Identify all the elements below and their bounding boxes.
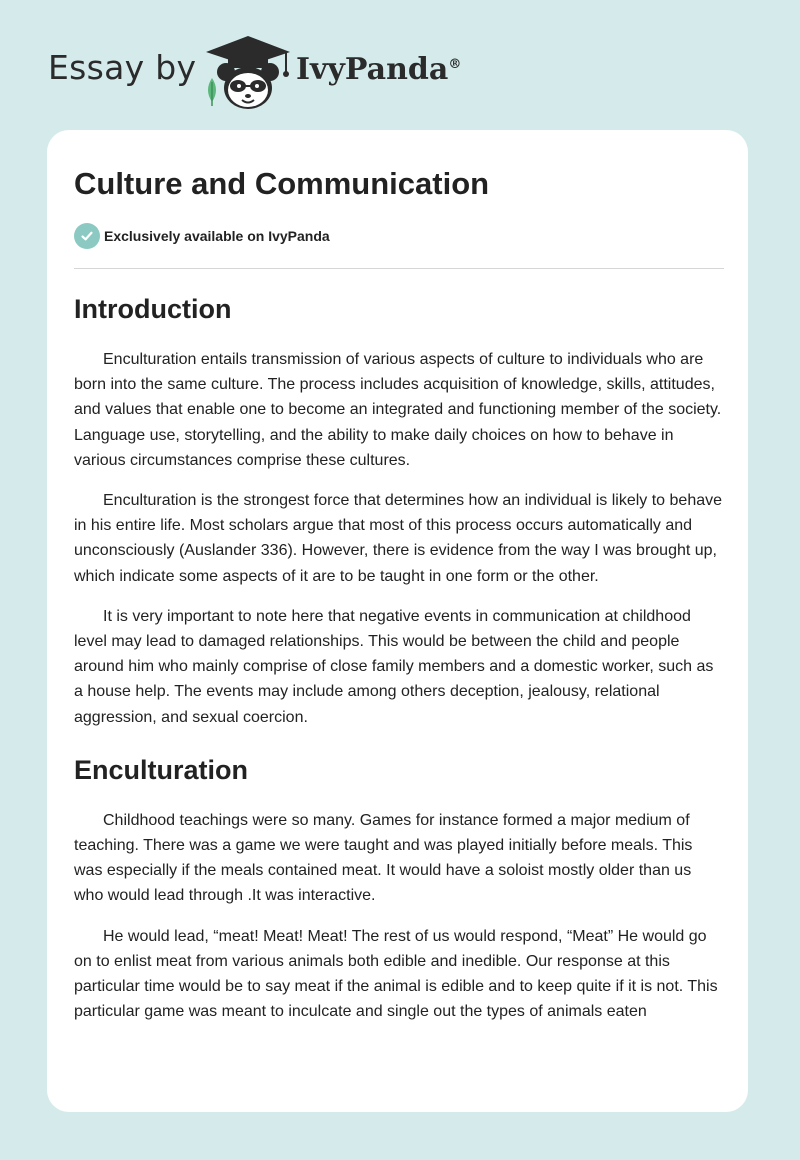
check-circle-icon <box>74 223 100 249</box>
essay-content <box>74 130 724 1024</box>
paragraph: Enculturation entails transmission of various aspects of culture to individuals who are born into the same culture. The process includes acquisition of knowledge, skills, attitudes, and values that enable one to become an integrated and functioning member of the society. Language use, storytelling, and the ability to make daily choices on how to behave in various circumstances comprise these cultures. <box>74 351 722 469</box>
paragraph: Enculturation is the strongest force that determines how an individual is likely to behave in his entire life. Most scholars argue that most of this process occurs automatically and unconsciously (Auslander 336). However, there is evidence from the way I was brought up, which indicate some aspects of it are to be taught in one form or the other. <box>74 492 723 585</box>
section-enculturation <box>74 752 724 1025</box>
panda-graduate-logo-icon[interactable] <box>200 32 296 112</box>
section-introduction <box>74 291 724 730</box>
section-heading: Introduction <box>74 294 232 324</box>
registered-mark: ® <box>448 57 462 72</box>
paragraph: It is very important to note here that negative events in communication at childhood level may lead to damaged relationships. This would be between the child and people around him who mainly comprise of close family members and a domestic worker, such as a house help. The events may include among others deception, jealousy, relational aggression, and sexual coercion. <box>74 607 714 726</box>
paragraph: He would lead, “meat! Meat! Meat! The rest of us would respond, “Meat” He would go on to enlist meat from various animals both edible and inedible. Our response at this particular time would be to say meat if the animal is edible and to keep quite if it is not. This particular game was meant to inculcate and single out the types of animals eaten <box>74 927 718 1021</box>
section-heading: Enculturation <box>74 754 248 785</box>
brand-prefix: Essay by <box>48 48 197 87</box>
site-header <box>0 0 800 130</box>
essay-title: Culture and Communication <box>74 166 490 201</box>
brand-name <box>296 52 461 87</box>
exclusive-label: Exclusively available on IvyPanda <box>104 228 330 244</box>
brand-name-text: IvyPanda <box>296 52 449 87</box>
essay-card <box>47 130 748 1112</box>
paragraph: Childhood teachings were so many. Games for instance formed a major medium of teaching. There was a game we were taught and was played initially before meals. This was especially if the meals contained meat. It would have a soloist mostly older than us who would lead through .It was interactive. <box>74 811 693 905</box>
exclusive-banner <box>74 222 724 269</box>
